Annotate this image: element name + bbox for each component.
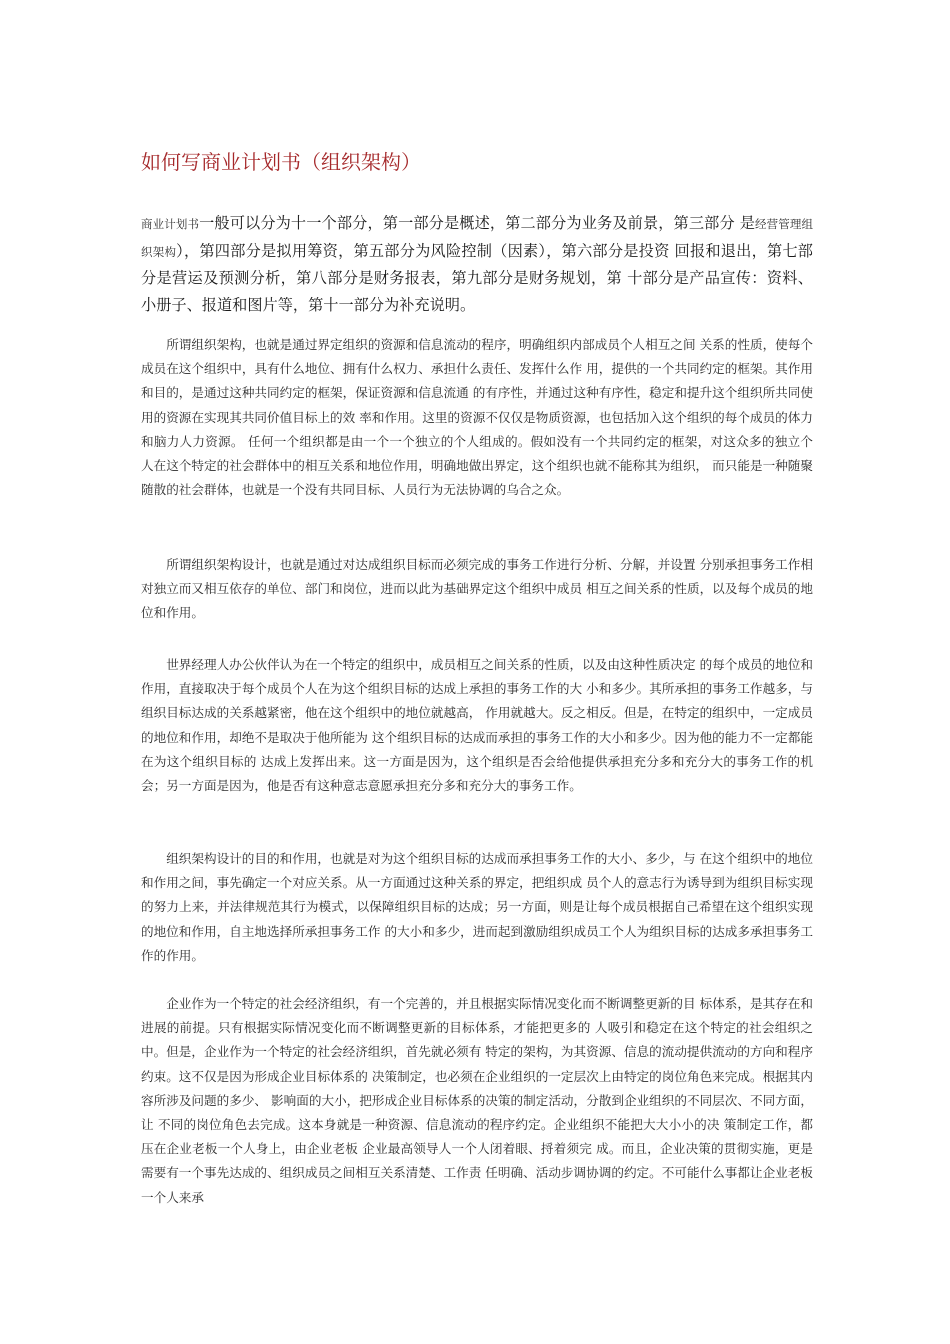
body-paragraph-2: 所谓组织架构设计，也就是通过对达成组织目标而必须完成的事务工作进行分析、分解，并设置 分别承担事务工作相对独立而又相互依存的单位、部门和岗位，进而以此为基础界定这个组织中成员 相互之间关系的性质，以及每个成员的地位和作用。: [141, 557, 813, 621]
intro-lead: 商业计划书: [141, 217, 200, 231]
intro-part-b: ），第四部分是拟用筹资，第五部分为风险控制（因素），第六部分是投资 回报和退出，第七部分是营运及预测分析，第八部分是财务报表，第九部分是财务规划，第 十部分是产品宣传：资料、小册子、报道和图片等，第十一部分为补充说明。: [141, 241, 813, 314]
body-paragraph-1: 所谓组织架构，也就是通过界定组织的资源和信息流动的程序，明确组织内部成员个人相互之间 关系的性质，使每个成员在这个组织中，具有什么地位、拥有什么权力、承担什么责任、发挥什么作 用，提供的一个共同约定的框架。其作用和目的，是通过这种共同约定的框架，保证资源和信息流通 的有序性，并通过这种有序性，稳定和提升这个组织所共同使用的资源在实现其共同价值目标上的效 率和作用。这里的资源不仅仅是物质资源，也包括加入这个组织的每个成员的体力和脑力人力资源。 任何一个组织都是由一个一个独立的个人组成的。假如没有一个共同约定的框架，对这众多的独立个 人在这个特定的社会群体中的相互关系和地位作用，明确地做出界定，这个组织也就不能称其为组织， 而只能是一种随聚随散的社会群体，也就是一个没有共同目标、人员行为无法协调的乌合之众。: [141, 337, 813, 498]
body-paragraph-3: 世界经理人办公伙伴认为在一个特定的组织中，成员相互之间关系的性质，以及由这种性质决定 的每个成员的地位和作用，直接取决于每个成员个人在为这个组织目标的达成上承担的事务工作的大 小和多少。其所承担的事务工作越多，与组织目标达成的关系越紧密，他在这个组织中的地位就越高， 作用就越大。反之相反。但是，在特定的组织中，一定成员的地位和作用，却绝不是取决于他所能为 这个组织目标的达成而承担的事务工作的大小和多少。因为他的能力不一定都能在为这个组织目标的 达成上发挥出来。这一方面是因为，这个组织是否会给他提供承担充分多和充分大的事务工作的机会；另一方面是因为，他是否有这种意志意愿承担充分多和充分大的事务工作。: [141, 657, 813, 794]
intro-paragraph: [141, 210, 813, 318]
intro-mid: 经营管理组织架构: [141, 217, 814, 259]
intro-part-a: 一般可以分为十一个部分，第一部分是概述，第二部分为业务及前景，第三部分 是: [199, 214, 756, 232]
body-paragraph-4: 组织架构设计的目的和作用，也就是对为这个组织目标的达成而承担事务工作的大小、多少，与 在这个组织中的地位和作用之间，事先确定一个对应关系。从一方面通过这种关系的界定，把组织成 员个人的意志行为诱导到为组织目标实现的努力上来，并法律规范其行为模式，以保障组织目标的达成；另一方面，则是让每个成员根据自己希望在这个组织实现的地位和作用，自主地选择所承担事务工作 的大小和多少，进而起到激励组织成员工个人为组织目标的达成多承担事务工作的作用。: [141, 851, 813, 963]
page-title: 如何写商业计划书（组织架构）: [141, 150, 421, 174]
body-paragraph-5: 企业作为一个特定的社会经济组织，有一个完善的，并且根据实际情况变化而不断调整更新的目 标体系，是其存在和进展的前提。只有根据实际情况变化而不断调整更新的目标体系，才能把更多的 人吸引和稳定在这个特定的社会组织之中。但是，企业作为一个特定的社会经济组织，首先就必须有 特定的架构，为其资源、信息的流动提供流动的方向和程序约束。这不仅是因为形成企业目标体系的 决策制定，也必须在企业组织的一定层次上由特定的岗位角色来完成。根据其内容所涉及问题的多少、 影响面的大小，把形成企业目标体系的决策的制定活动，分散到企业组织的不同层次、不同方面，让 不同的岗位角色去完成。这本身就是一种资源、信息流动的程序约定。企业组织不能把大大小小的决 策制定工作，都压在企业老板一个人身上，由企业老板 企业最高领导人一个人闭着眼、捋着须完 成。而且，企业决策的贯彻实施，更是需要有一个事先达成的、组织成员之间相互关系清楚、工作责 任明确、活动步调协调的约定。不可能什么事都让企业老板一个人来承: [141, 996, 813, 1205]
